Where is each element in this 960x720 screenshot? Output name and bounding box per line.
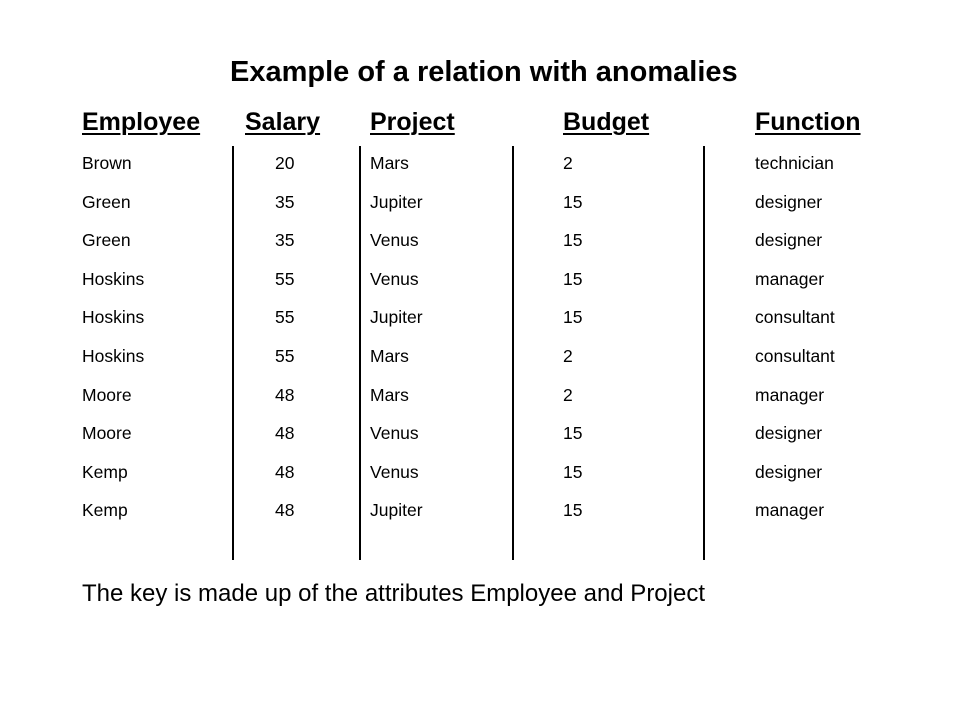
cell-project: Mars [370, 153, 409, 173]
key-note: The key is made up of the attributes Employee and Project [82, 580, 706, 607]
table-row [0, 423, 960, 462]
cell-employee: Green [82, 191, 131, 212]
cell-project: Jupiter [370, 500, 423, 521]
column-header-employee: Employee [82, 108, 201, 136]
cell-salary: 55 [275, 307, 295, 328]
cell-project: Mars [370, 384, 409, 405]
cell-budget: 15 [563, 461, 583, 482]
cell-function: technician [755, 153, 834, 173]
page-title: Example of a relation with anomalies [230, 56, 738, 88]
cell-salary: 48 [275, 423, 295, 444]
column-header-project: Project [370, 108, 455, 136]
table-row [0, 462, 960, 501]
cell-budget: 2 [563, 153, 573, 173]
cell-salary: 48 [275, 461, 295, 482]
column-header-function: Function [755, 108, 861, 136]
cell-budget: 15 [563, 268, 583, 289]
table-row [0, 346, 960, 385]
cell-employee: Brown [82, 153, 132, 173]
table-row [0, 307, 960, 346]
table-header [0, 108, 960, 142]
cell-function: manager [755, 268, 825, 289]
cell-function: consultant [755, 307, 835, 328]
cell-salary: 48 [275, 500, 295, 521]
cell-employee: Kemp [82, 461, 128, 482]
cell-employee: Moore [82, 384, 132, 405]
table-row [0, 230, 960, 269]
table-row [0, 500, 960, 539]
cell-budget: 2 [563, 345, 573, 366]
cell-budget: 2 [563, 384, 573, 405]
column-header-salary: Salary [245, 108, 321, 136]
cell-employee: Moore [82, 423, 132, 444]
cell-employee: Green [82, 230, 131, 251]
cell-project: Mars [370, 345, 409, 366]
cell-budget: 15 [563, 423, 583, 444]
cell-salary: 35 [275, 230, 295, 251]
cell-budget: 15 [563, 191, 583, 212]
cell-project: Venus [370, 230, 419, 251]
cell-employee: Hoskins [82, 307, 145, 328]
cell-function: designer [755, 191, 823, 212]
cell-function: designer [755, 461, 823, 482]
cell-salary: 55 [275, 268, 295, 289]
cell-salary: 20 [275, 153, 295, 173]
table-row [0, 192, 960, 231]
cell-project: Jupiter [370, 191, 423, 212]
column-header-budget: Budget [563, 108, 650, 136]
cell-project: Venus [370, 461, 419, 482]
cell-budget: 15 [563, 307, 583, 328]
cell-employee: Hoskins [82, 268, 145, 289]
cell-budget: 15 [563, 500, 583, 521]
cell-function: manager [755, 500, 825, 521]
cell-function: designer [755, 230, 823, 251]
cell-project: Jupiter [370, 307, 423, 328]
cell-project: Venus [370, 268, 419, 289]
table-row [0, 269, 960, 308]
table-row [0, 385, 960, 424]
cell-salary: 55 [275, 345, 295, 366]
table-row [0, 153, 960, 192]
cell-function: consultant [755, 345, 835, 366]
cell-salary: 48 [275, 384, 295, 405]
table-body [0, 153, 960, 539]
cell-employee: Kemp [82, 500, 128, 521]
cell-employee: Hoskins [82, 345, 145, 366]
cell-budget: 15 [563, 230, 583, 251]
cell-salary: 35 [275, 191, 295, 212]
cell-project: Venus [370, 423, 419, 444]
cell-function: designer [755, 423, 823, 444]
cell-function: manager [755, 384, 825, 405]
